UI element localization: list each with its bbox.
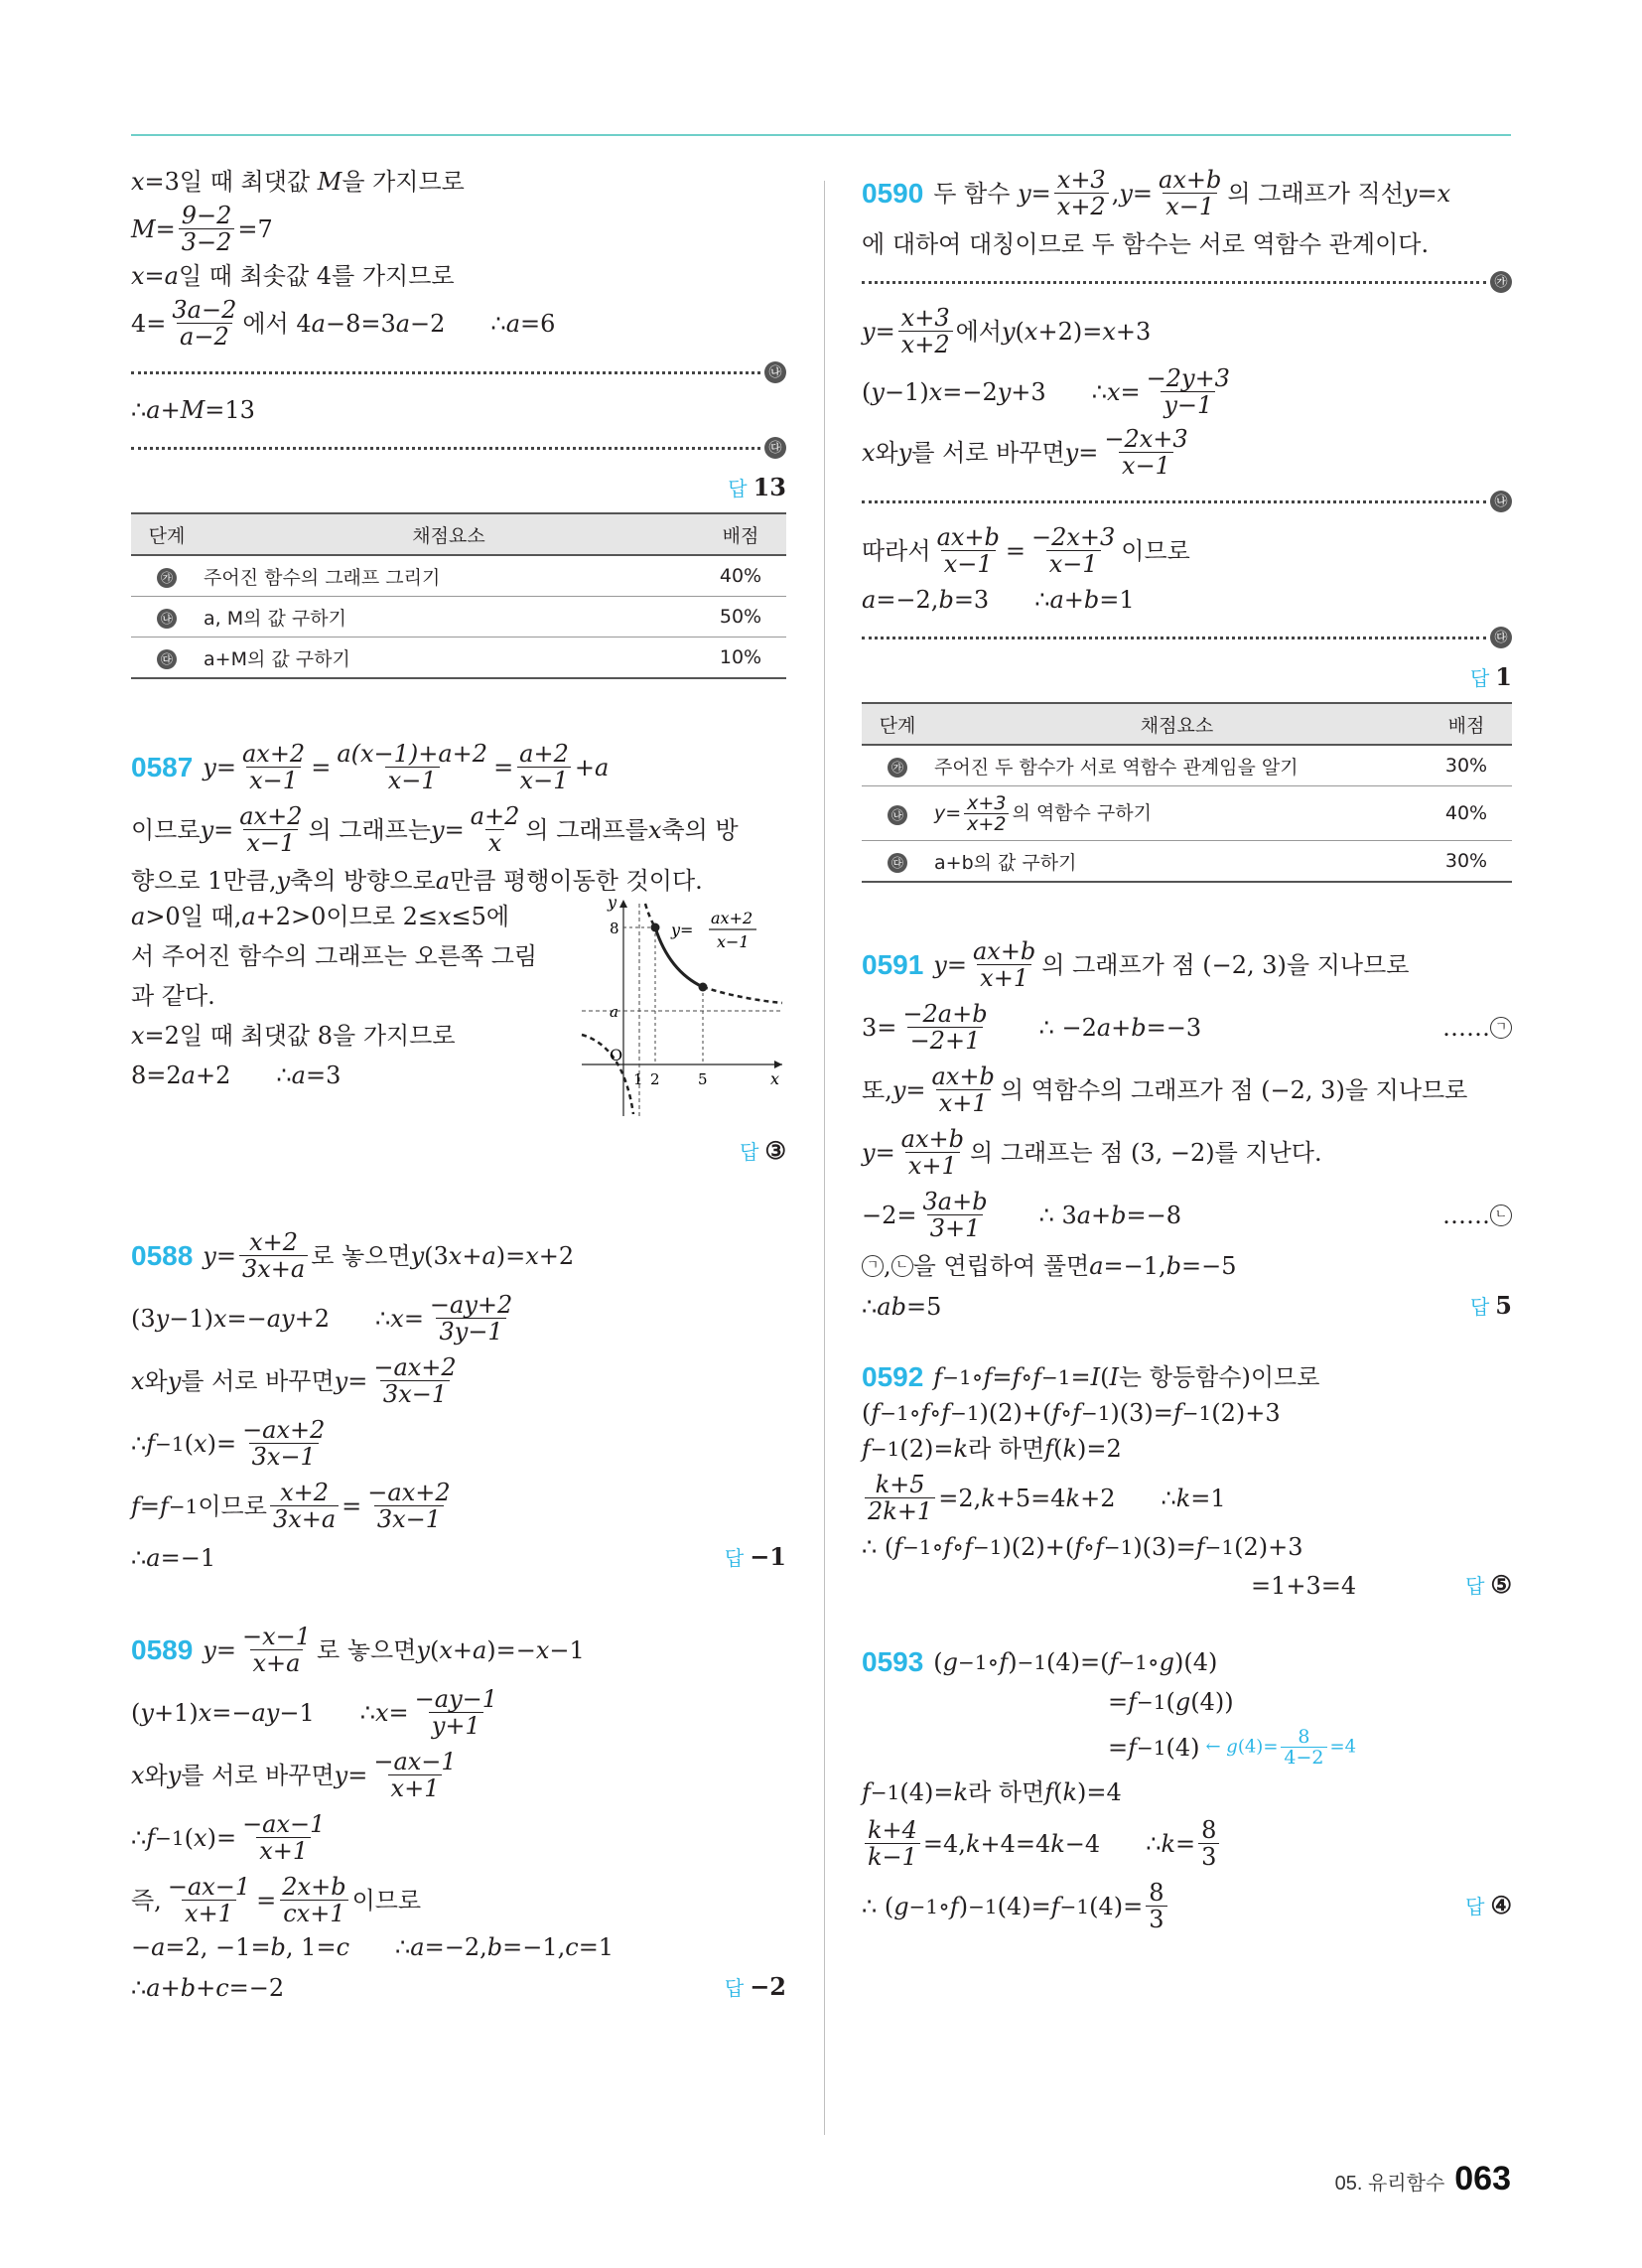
line: 에 대하여 대칭이므로 두 함수는 서로 역함수 관계이다. xyxy=(862,230,1430,258)
line: 4= $\frac{3a-2}{a-2}$ 에서 4 a −8=3 a −2 ∴ a =6 xyxy=(131,296,556,351)
step-badge: ㉯ xyxy=(1490,491,1512,512)
answer: 답 1 xyxy=(1469,662,1512,691)
line: f −1 (2)= k 라 하면 f ( k )=2 xyxy=(862,1435,1122,1463)
line: $\frac{k+4}{k-1}$ =4, k +4=4 k −4 ∴ k = $\frac{8}{3}$ xyxy=(862,1817,1512,1870)
line: ( f −1 ∘ f ∘ f −1 )(2)+( f ∘ f −1 )(3)= f −1 (2)+3 xyxy=(862,1399,1281,1427)
line: =1+3=4 답 ⑤ xyxy=(1251,1570,1512,1600)
dotted-separator xyxy=(131,357,786,387)
step-badge: ㉮ xyxy=(1490,271,1512,293)
line: = f −1 ( g (4)) xyxy=(1108,1688,1234,1716)
tick-label: 8 xyxy=(610,920,619,937)
problem-0591-head: 0591 y = $\frac{ax+b}{x+1}$ 의 그래프가 점 (−2, 3)을 지나므로 xyxy=(862,937,1410,992)
line: f −1 (4)= k 라 하면 f ( k )=4 xyxy=(862,1778,1122,1806)
tick-label: 2 xyxy=(650,1070,660,1088)
line: M = $\frac{9-2}{3-2}$ =7 xyxy=(131,202,273,256)
svg-text:x−1: x−1 xyxy=(717,932,750,951)
line: ( y +1) x =− ay −1 ∴ x = $\frac{-ay-1}{y+1}$ xyxy=(131,1685,498,1740)
right-column xyxy=(862,167,1512,1932)
dotted-separator xyxy=(862,487,1512,516)
line: (3 y −1) x =− ay +2 ∴ x = $\frac{-ay+2}{3y-1}$ xyxy=(131,1291,513,1346)
table-row: ㉮ 주어진 두 함수가 서로 역함수 관계임을 알기 30% xyxy=(862,745,1512,786)
line: ∴ ab =5 답 5 xyxy=(862,1291,1512,1321)
line: ∴ a + M =13 xyxy=(131,396,255,424)
line: − a =2, −1= b , 1= c ∴ a =−2, b =−1, c =1 xyxy=(131,1933,615,1961)
line: a >0일 때, a +2>0이므로 2≤ x ≤5에 xyxy=(131,903,510,930)
line: 8=2 a +2 ∴ a =3 xyxy=(131,1062,342,1089)
origin-label: O xyxy=(610,1046,623,1064)
graph-block xyxy=(131,896,786,1134)
dotted-separator xyxy=(131,433,786,463)
line: 즉, $\frac{-ax-1}{x+1}$ = $\frac{2x+b}{cx+1}$ 이므로 xyxy=(131,1873,422,1927)
line: 따라서 $\frac{ax+b}{x-1}$ = $\frac{-2x+3}{x-1}$ 이므로 xyxy=(862,523,1190,578)
tick-label: 5 xyxy=(698,1070,708,1088)
page-number: 063 xyxy=(1454,2160,1511,2197)
line: 서 주어진 함수의 그래프는 오른쪽 그림 xyxy=(131,942,538,970)
hyperbola-graph xyxy=(572,896,786,1119)
chapter-title: 05. 유리함수 xyxy=(1334,2173,1445,2195)
column-divider xyxy=(824,181,825,2135)
score-table: 단계 채점요소 배점 ㉮ 주어진 함수의 그래프 그리기 40% ㉯ a, M의 값 구하기 50% ㉰ a+M의 값 구하기 10% xyxy=(131,512,786,679)
dotted-separator xyxy=(862,623,1512,652)
table-row: ㉰ a+M의 값 구하기 10% xyxy=(131,638,786,679)
problem-0588-head: 0588 y = $\frac{x+2}{3x+a}$ 로 놓으면 y (3 x + a )= x +2 xyxy=(131,1228,575,1283)
line: = f −1 (4) ← g(4)= $\frac{8}{4-2}$ =4 xyxy=(1108,1726,1357,1769)
line: x =2일 때 최댓값 8을 가지므로 xyxy=(131,1022,456,1050)
header-rule xyxy=(131,134,1511,136)
line: −2= $\frac{3a+b}{3+1}$ ∴ 3 a + b =−8 …… ㄴ xyxy=(862,1189,1512,1241)
x-axis-label: x xyxy=(770,1069,780,1088)
step-badge: ㉰ xyxy=(764,437,786,459)
y-axis-label: y xyxy=(608,896,617,912)
answer: 답 13 xyxy=(728,473,786,501)
svg-text:ax+2: ax+2 xyxy=(711,909,753,927)
line: y = $\frac{x+3}{x+2}$ 에서 y ( x +2)= x +3 xyxy=(862,304,1152,358)
line: a =−2, b =3 ∴ a + b =1 xyxy=(862,586,1135,614)
line: ㄱ , ㄴ 을 연립하여 풀면 a =−1, b =−5 xyxy=(862,1251,1512,1281)
line: f = f −1 이므로 $\frac{x+2}{3x+a}$ = $\frac{-ax+2}{3x-1}$ xyxy=(131,1479,451,1533)
line: ∴ f −1 ( x )= $\frac{-ax+2}{3x-1}$ xyxy=(131,1416,326,1471)
line: ( y −1) x =−2 y +3 ∴ x = $\frac{-2y+3}{y-1}$ xyxy=(862,364,1230,419)
answer: 답 −2 xyxy=(724,1972,786,2001)
table-row: ㉰ a+b의 값 구하기 30% xyxy=(862,841,1512,883)
answer: 답 ③ xyxy=(740,1136,786,1165)
page-footer xyxy=(1335,2160,1511,2198)
answer: 답 −1 xyxy=(724,1542,786,1571)
line: x =3일 때 최댓값 M 을 가지므로 xyxy=(131,168,465,196)
step-badge: ㉯ xyxy=(764,361,786,383)
line: x 와 y 를 서로 바꾸면 y = $\frac{-ax-1}{x+1}$ xyxy=(131,1748,457,1802)
tick-label: 1 xyxy=(633,1070,643,1088)
line: x 와 y 를 서로 바꾸면 y = $\frac{-ax+2}{3x-1}$ xyxy=(131,1353,457,1408)
step-badge: ㉰ xyxy=(1490,627,1512,648)
problem-0592-head: 0592 f −1 ∘ f = f ∘ f −1 = I ( I 는 항등함수)이므로 xyxy=(862,1361,1320,1392)
line: x = a 일 때 최솟값 4를 가지므로 xyxy=(131,262,455,290)
line: ∴ f −1 ( x )= $\frac{-ax-1}{x+1}$ xyxy=(131,1810,326,1865)
line: y = $\frac{ax+b}{x+1}$ 의 그래프는 점 (3, −2)를 지난다. xyxy=(862,1125,1322,1180)
answer: 답 ⑤ xyxy=(1465,1570,1512,1599)
line: ∴ a =−1 답 −1 xyxy=(131,1542,786,1572)
line: x 와 y 를 서로 바꾸면 y = $\frac{-2x+3}{x-1}$ xyxy=(862,425,1188,480)
line: ∴ ( f −1 ∘ f ∘ f −1 )(2)+( f ∘ f −1 )(3)= f −1 (2)+3 xyxy=(862,1533,1303,1561)
line: 과 같다. xyxy=(131,982,215,1010)
problem-0590-head: 0590 두 함수 y = $\frac{x+3}{x+2}$ , y = $\frac{ax+b}{x-1}$ 의 그래프가 직선 y = x xyxy=(862,166,1451,220)
line: 이므로 y = $\frac{ax+2}{x-1}$ 의 그래프는 y = $\frac{a+2}{x}$ 의 그래프를 x 축의 방 xyxy=(131,802,739,857)
answer: 답 ④ xyxy=(1465,1890,1512,1919)
left-column xyxy=(131,167,786,2004)
dotted-separator xyxy=(862,267,1512,297)
table-row: ㉯ a, M의 값 구하기 50% xyxy=(131,597,786,638)
problem-0593-head: 0593 ( g −1 ∘ f ) −1 (4)=( f −1 ∘ g )(4) xyxy=(862,1646,1218,1677)
line: 또, y = $\frac{ax+b}{x+1}$ 의 역함수의 그래프가 점 (−2, 3)을 지나므로 xyxy=(862,1063,1468,1117)
line: $\frac{k+5}{2k+1}$ =2, k +5=4 k +2 ∴ k =1 xyxy=(862,1472,1512,1524)
line: 3= $\frac{-2a+b}{-2+1}$ ∴ −2 a + b =−3 …… ㄱ xyxy=(862,1001,1512,1054)
problem-0587-head: 0587 y = $\frac{ax+2}{x-1}$ = $\frac{a(x-1)+a+2}{x-1}$ = $\frac{a+2}{x-1}$ + a xyxy=(131,740,610,794)
tick-label: a xyxy=(610,1003,618,1021)
answer: 답 5 xyxy=(1469,1291,1512,1320)
score-table: 단계 채점요소 배점 ㉮ 주어진 두 함수가 서로 역함수 관계임을 알기 30% ㉯ y= $\frac{x+3}{x+2}$ 의 역함수 구하기 40% ㉰ a+b의 값 구하기 30% xyxy=(862,702,1512,883)
table-row: ㉮ 주어진 함수의 그래프 그리기 40% xyxy=(131,555,786,597)
problem-0589-head: 0589 y = $\frac{-x-1}{x+a}$ 로 놓으면 y ( x + a )=− x −1 xyxy=(131,1623,585,1677)
table-row: ㉯ y= $\frac{x+3}{x+2}$ 의 역함수 구하기 40% xyxy=(862,786,1512,841)
line: ∴ a + b + c =−2 답 −2 xyxy=(131,1972,786,2002)
line: ∴ ( g −1 ∘ f ) −1 (4)= f −1 (4)= $\frac{8}{3}$ 답 ④ xyxy=(862,1879,1512,1933)
curve-label: y= xyxy=(671,921,694,939)
line: 향으로 1만큼, y 축의 방향으로 a 만큼 평행이동한 것이다. xyxy=(131,867,703,895)
